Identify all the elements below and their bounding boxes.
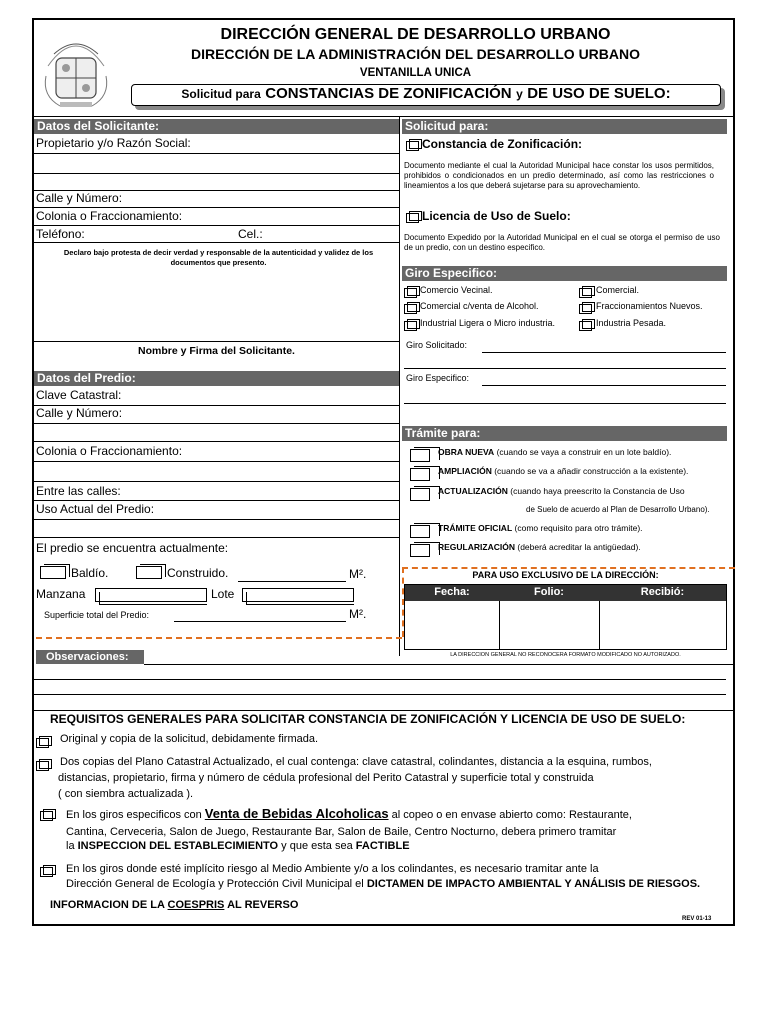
alcohol-label: Comercial c/venta de Alcohol.	[420, 301, 539, 311]
licencia-description: Documento Expedido por la Autoridad Municipal en el cual se otorga el permiso de uso de un predio, con un destino especifico.	[404, 233, 720, 252]
actualizacion-label: ACTUALIZACIÓN (cuando haya preescrito la Constancia de Uso	[438, 486, 685, 496]
tramite-oficial-checkbox[interactable]	[410, 525, 430, 538]
construido-label: Construido.	[167, 566, 229, 580]
requisitos-title: REQUISITOS GENERALES PARA SOLICITAR CONSTANCIA DE ZONIFICACIÓN Y LICENCIA DE USO DE SUELO:	[50, 712, 686, 726]
req4-line1: En los giros donde esté implícito riesgo al Medio Ambiente y/o a los colindantes, es necesario tramitar ante la	[66, 863, 599, 875]
solicitante-section-header: Datos del Solicitante:	[34, 119, 399, 134]
exclusivo-table	[404, 584, 727, 650]
firma-label: Nombre y Firma del Solicitante.	[138, 345, 295, 357]
colonia-label: Colonia o Fraccionamiento:	[36, 209, 183, 223]
firma-field[interactable]	[44, 280, 389, 340]
req3-checkbox[interactable]	[40, 811, 53, 821]
folio-field[interactable]	[500, 601, 599, 649]
req3-line3: la INSPECCION DEL ESTABLECIMIENTO y que esta sea FACTIBLE	[66, 840, 410, 852]
propietario-field[interactable]	[34, 154, 399, 172]
fracc-checkbox[interactable]	[579, 304, 592, 314]
req4-checkbox[interactable]	[40, 867, 53, 877]
predio-section-header: Datos del Predio:	[34, 371, 399, 386]
baldio-label: Baldío.	[71, 566, 109, 580]
recibio-field[interactable]	[600, 601, 726, 649]
calle-label: Calle y Número:	[36, 191, 123, 205]
giro-solicitado-field[interactable]	[482, 352, 726, 353]
req2-line2: distancias, propietario, firma y número de cédula profesional del Perito Catastral y superficie total y construida	[58, 772, 594, 784]
subtitle: DIRECCIÓN DE LA ADMINISTRACIÓN DEL DESARROLLO URBANO	[190, 46, 641, 62]
observaciones-field[interactable]	[34, 665, 733, 709]
fracc-label: Fraccionamientos Nuevos.	[596, 301, 703, 311]
alcohol-checkbox[interactable]	[404, 304, 417, 314]
req2-line3: ( con siembra actualizada ).	[58, 788, 194, 800]
exclusivo-title: PARA USO EXCLUSIVO DE LA DIRECCIÓN:	[472, 570, 659, 580]
vecinal-label: Comercio Vecinal.	[420, 285, 493, 295]
recibio-header: Recibió:	[640, 586, 685, 598]
predio-colonia-field[interactable]	[34, 462, 399, 480]
encuentra-label: El predio se encuentra actualmente:	[36, 541, 229, 555]
req3-line2: Cantina, Cerveceria, Salon de Juego, Restaurante Bar, Salon de Baile, Centro Nocturno, debera primero tramitar	[66, 826, 617, 838]
uso-actual-field[interactable]	[34, 520, 399, 537]
cel-label: Cel.:	[238, 227, 263, 241]
comercial-checkbox[interactable]	[579, 288, 592, 298]
regularizacion-checkbox[interactable]	[410, 544, 430, 557]
industrial-label: Industrial Ligera o Micro industria.	[420, 318, 556, 328]
constancia-checkbox[interactable]	[406, 141, 419, 151]
ampliacion-checkbox[interactable]	[410, 468, 430, 481]
superficie-field[interactable]	[174, 621, 346, 622]
obra-nueva-checkbox[interactable]	[410, 449, 430, 462]
predio-colonia-label: Colonia o Fraccionamiento:	[36, 444, 183, 458]
main-title: DIRECCIÓN GENERAL DE DESARROLLO URBANO	[220, 26, 611, 43]
vecinal-checkbox[interactable]	[404, 288, 417, 298]
giro-especifico-field[interactable]	[482, 385, 726, 386]
folio-header: Folio:	[534, 586, 564, 598]
actualizacion-label-2: de Suelo de acuerdo al Plan de Desarrollo Urbano).	[526, 505, 710, 514]
coespris-note: INFORMACION DE LA COESPRIS AL REVERSO	[50, 899, 299, 911]
tramite-header: Trámite para:	[402, 426, 727, 441]
formato-nota: LA DIRECCION GENERAL NO RECONOCERA FORMATO MODIFICADO NO AUTORIZADO.	[450, 652, 681, 658]
revision-label: REV 01-13	[682, 916, 712, 922]
licencia-label: Licencia de Uso de Suelo:	[422, 209, 571, 223]
constancia-description: Documento mediante el cual la Autoridad Municipal hace constar los usos permitidos, prohibidos o condicionados en un predio determinado, así como las restricciones o lineamientos a los que deberá sujetarse para su aprovechamiento.	[404, 161, 714, 190]
tramite-oficial-label: TRÁMITE OFICIAL (como requisito para otro trámite).	[438, 523, 643, 533]
fecha-field[interactable]	[405, 601, 499, 649]
fecha-header: Fecha:	[434, 586, 470, 598]
req1-text: Original y copia de la solicitud, debidamente firmada.	[60, 733, 319, 745]
req1-checkbox[interactable]	[36, 738, 49, 748]
baldio-checkbox[interactable]	[40, 566, 66, 579]
header-divider	[34, 116, 733, 117]
exclusive-area-border-top	[402, 567, 735, 569]
req4-line2: Dirección General de Ecología y Protección Civil Municipal el DICTAMEN DE IMPACTO AMBIENTAL Y ANÁLISIS DE RIESGOS.	[66, 878, 701, 890]
regularizacion-label: REGULARIZACIÓN (deberá acreditar la antigüedad).	[438, 542, 641, 552]
constancia-label: Constancia de Zonificación:	[422, 137, 583, 151]
clave-label: Clave Catastral:	[36, 388, 122, 402]
giro-header: Giro Especifico:	[402, 266, 727, 281]
m2-label-b: M².	[349, 607, 367, 621]
actualizacion-checkbox[interactable]	[410, 488, 430, 501]
predio-calle-field[interactable]	[34, 424, 399, 441]
propietario-label: Propietario y/o Razón Social:	[36, 136, 191, 150]
entre-calles-label: Entre las calles:	[36, 484, 121, 498]
form-frame	[32, 18, 735, 926]
ampliacion-label: AMPLIACIÓN (cuando se va a añadir construcción a la existente).	[438, 466, 689, 476]
manzana-label: Manzana	[36, 587, 86, 601]
licencia-checkbox[interactable]	[406, 213, 419, 223]
column-divider	[399, 116, 400, 656]
solicitud-banner: Solicitud para CONSTANCIAS DE ZONIFICACIÓN y DE USO DE SUELO:	[131, 84, 721, 106]
telefono-label: Teléfono:	[36, 227, 85, 241]
giro-especifico-label: Giro Especifico:	[406, 373, 470, 383]
pesada-label: Industria Pesada.	[596, 318, 667, 328]
industrial-checkbox[interactable]	[404, 321, 417, 331]
ventanilla-label: VENTANILLA UNICA	[359, 67, 472, 79]
m2-label-a: M².	[349, 567, 367, 581]
req2-line1: Dos copias del Plano Catastral Actualizado, el cual contenga: clave catastral, colindantes, distancia a la esquina, rumbos,	[60, 756, 652, 768]
exclusive-area-border-bottom	[36, 637, 402, 639]
construido-m2-field[interactable]	[238, 581, 346, 582]
uso-actual-label: Uso Actual del Predio:	[36, 502, 155, 516]
observaciones-header: Observaciones:	[36, 650, 144, 664]
obra-nueva-label: OBRA NUEVA (cuando se vaya a construir en un lote baldío).	[438, 447, 672, 457]
construido-checkbox[interactable]	[136, 566, 162, 579]
predio-calle-label: Calle y Número:	[36, 406, 123, 420]
superficie-label: Superficie total del Predio:	[44, 610, 150, 620]
pesada-checkbox[interactable]	[579, 321, 592, 331]
solicitud-para-header: Solicitud para:	[402, 119, 727, 134]
propietario-field-2[interactable]	[34, 174, 399, 191]
comercial-label: Comercial.	[596, 285, 640, 295]
req3-line1: En los giros especificos con Venta de Bebidas Alcoholicas al copeo o en envase abierto como: Restaurante,	[66, 806, 632, 821]
req2-checkbox[interactable]	[36, 761, 49, 771]
giro-solicitado-label: Giro Solicitado:	[406, 340, 468, 350]
lote-label: Lote	[211, 587, 235, 601]
declaracion-text: Declaro bajo protesta de decir verdad y responsable de la autenticidad y validez de los documentos que presento.	[63, 248, 374, 267]
